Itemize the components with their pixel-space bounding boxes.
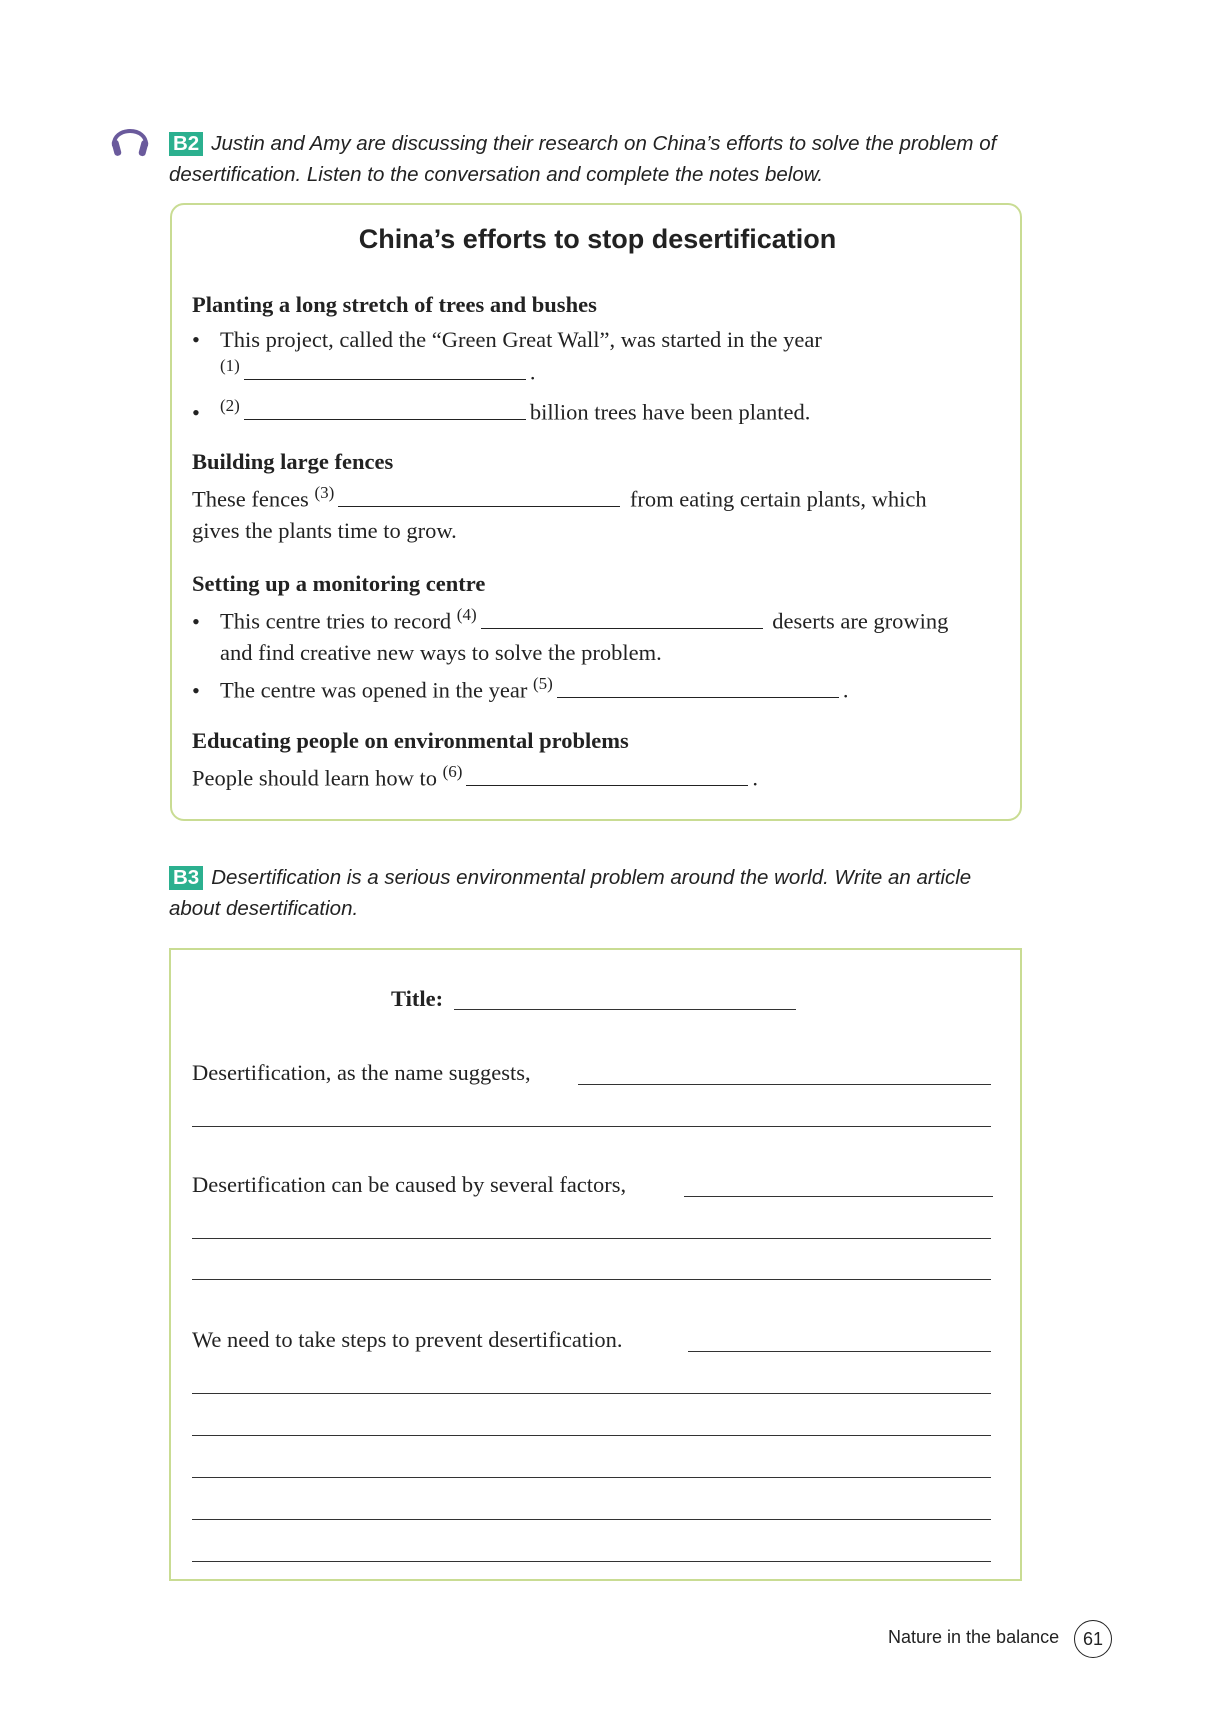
prompt-2: Desertification can be caused by several factors,	[192, 1172, 627, 1197]
section-heading: Building large fences	[192, 449, 394, 474]
b3-instruction-line2: about desertification.	[169, 897, 359, 920]
answer-blank-5[interactable]	[557, 677, 839, 698]
writing-line[interactable]	[192, 1435, 991, 1436]
writing-line[interactable]	[192, 1279, 991, 1280]
title-input-line[interactable]	[454, 1009, 796, 1010]
unit-title: Nature in the balance	[888, 1627, 1060, 1647]
article-box	[169, 948, 1022, 1581]
text-line: People should learn how to $^{(6)}$ .	[192, 762, 759, 791]
prompt-1: Desertification, as the name suggests,	[192, 1060, 531, 1085]
headphones-icon	[108, 116, 152, 160]
b2-tag: B2	[169, 132, 203, 156]
answer-blank-6[interactable]	[466, 765, 748, 786]
section-heading: Educating people on environmental problems	[192, 728, 629, 753]
writing-line[interactable]	[192, 1238, 991, 1239]
b2-instruction-line1	[169, 132, 996, 156]
answer-blank-3[interactable]	[338, 486, 620, 507]
title-label: Title:	[391, 986, 444, 1011]
bullet-item: • This project, called the “Green Great Wall”, was started in the year	[192, 327, 822, 352]
text-line: and find creative new ways to solve the problem.	[220, 640, 662, 665]
b3-tag: B3	[169, 866, 203, 890]
prompt-3: We need to take steps to prevent desertification.	[192, 1327, 623, 1352]
page-number: 61	[1074, 1620, 1112, 1658]
b2-instruction-line2: desertification. Listen to the conversation and complete the notes below.	[169, 163, 824, 186]
bullet-item: • The centre was opened in the year $^{(5)}$ .	[192, 674, 849, 703]
blank-1-row: $^{(1)}$ .	[220, 356, 536, 385]
writing-line[interactable]	[192, 1477, 991, 1478]
writing-line[interactable]	[688, 1351, 991, 1352]
bullet-item: • $^{(2)}$ billion trees have been planted.	[192, 396, 811, 425]
answer-blank-2[interactable]	[244, 399, 526, 420]
writing-line[interactable]	[578, 1084, 991, 1085]
writing-line[interactable]	[684, 1196, 993, 1197]
bullet-item: • This centre tries to record $^{(4)}$ deserts are growing	[192, 605, 949, 634]
writing-line[interactable]	[192, 1126, 991, 1127]
section-heading: Setting up a monitoring centre	[192, 571, 486, 596]
writing-line[interactable]	[192, 1561, 991, 1562]
text-line: gives the plants time to grow.	[192, 518, 457, 543]
writing-line[interactable]	[192, 1519, 991, 1520]
b3-text: Desertification is a serious environmental problem around the world. Write an article	[211, 866, 972, 889]
b2-text: Justin and Amy are discussing their research on China’s efforts to solve the problem of	[211, 132, 997, 155]
text-line: These fences $^{(3)}$ from eating certain plants, which	[192, 483, 927, 512]
notes-title: China’s efforts to stop desertification	[358, 224, 837, 254]
b3-instruction-line1	[169, 866, 971, 890]
writing-line[interactable]	[192, 1393, 991, 1394]
section-heading: Planting a long stretch of trees and bushes	[192, 292, 597, 317]
answer-blank-4[interactable]	[481, 608, 763, 629]
answer-blank-1[interactable]	[244, 359, 526, 380]
